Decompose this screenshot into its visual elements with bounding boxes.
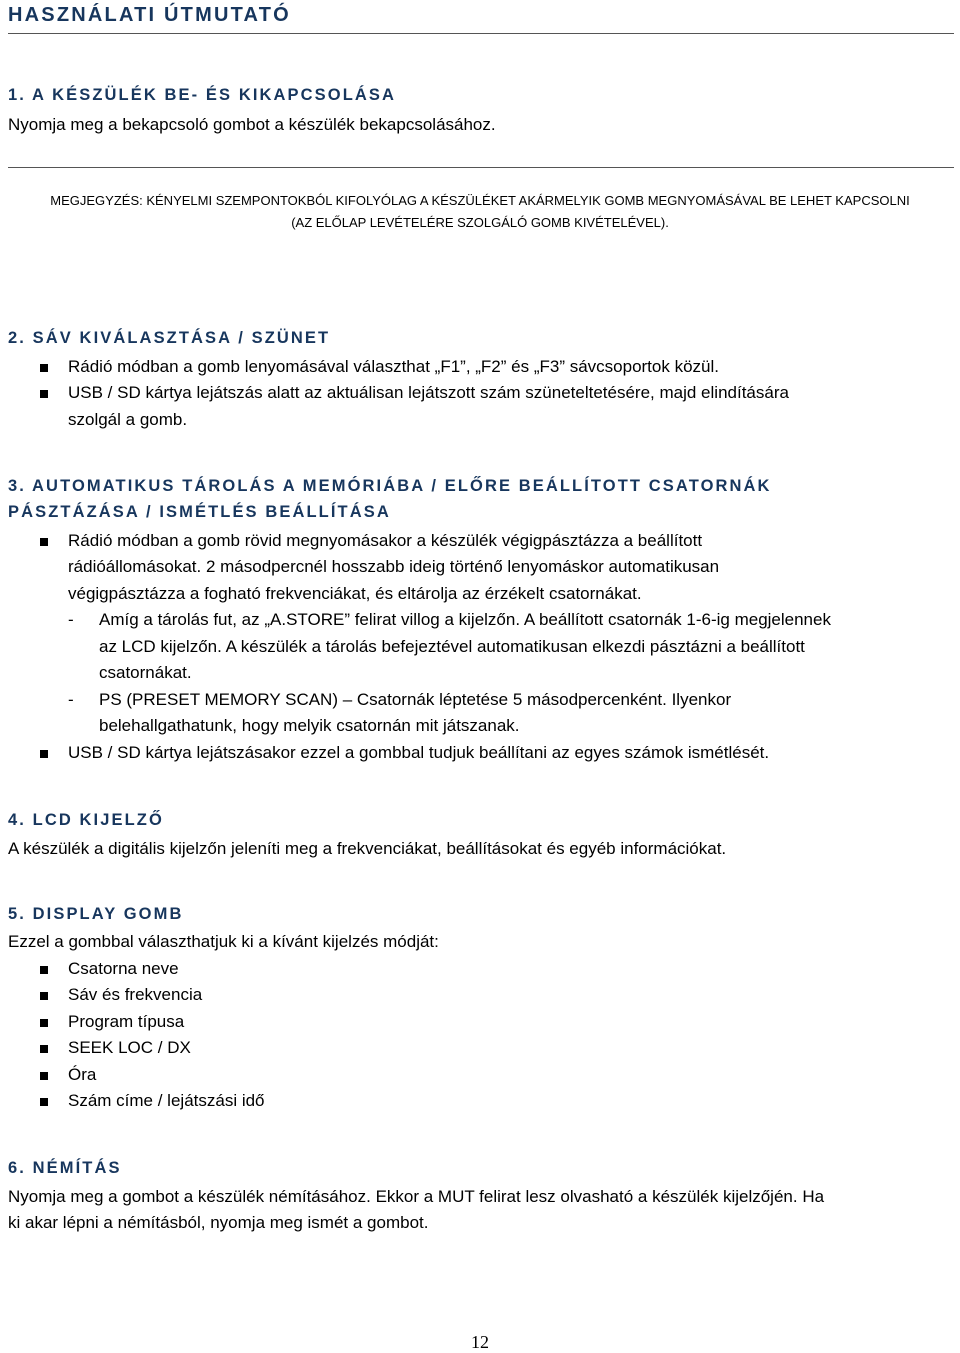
bullet-icon xyxy=(40,1045,48,1053)
section-3-dash-1-line-3: csatornákat. xyxy=(99,663,192,682)
display-mode-item: Csatorna neve xyxy=(68,959,179,978)
section-6-line-1: Nyomja meg a gombot a készülék némításához. Ekkor a MUT felirat lesz olvasható a készülék kijelzőjén. Ha xyxy=(8,1187,825,1206)
bullet-icon xyxy=(40,1019,48,1027)
section-1-heading: 1. A KÉSZÜLÉK BE- ÉS KIKAPCSOLÁSA xyxy=(8,86,397,104)
bullet-icon xyxy=(40,1072,48,1080)
section-3-bullet-1-line-3: végigpásztázza a fogható frekvenciákat, és eltárolja az érzékelt csatornákat. xyxy=(68,584,642,603)
section-1-note-line-2: (AZ ELŐLAP LEVÉTELÉRE SZOLGÁLÓ GOMB KIVÉTELÉVEL). xyxy=(291,215,669,230)
section-2-bullet-2-line-1: USB / SD kártya lejátszás alatt az aktuálisan lejátszott szám szüneteltetésére, majd elindítására xyxy=(68,383,789,402)
bullet-icon xyxy=(40,966,48,974)
display-mode-item: Óra xyxy=(68,1065,97,1084)
section-3-heading-line-1: 3. AUTOMATIKUS TÁROLÁS A MEMÓRIÁBA / ELŐRE BEÁLLÍTOTT CSATORNÁK xyxy=(8,477,772,495)
dash-marker: - xyxy=(68,690,74,709)
section-4-heading: 4. LCD KIJELZŐ xyxy=(8,811,164,829)
section-3-bullet-2: USB / SD kártya lejátszásakor ezzel a gombbal tudjuk beállítani az egyes számok ismétlését. xyxy=(68,743,770,762)
section-4-text: A készülék a digitális kijelzőn jeleníti meg a frekvenciákat, beállításokat és egyéb információkat. xyxy=(8,839,727,858)
display-mode-item: Szám címe / lejátszási idő xyxy=(68,1091,265,1110)
bullet-icon xyxy=(40,1098,48,1106)
section-3-dash-1-line-1: Amíg a tárolás fut, az „A.STORE” felirat villog a kijelzőn. A beállított csatornák 1-6-ig megjelennek xyxy=(99,610,831,629)
bullet-icon xyxy=(40,538,48,546)
title-divider xyxy=(8,33,954,34)
section-5-heading: 5. DISPLAY GOMB xyxy=(8,905,184,923)
section-1-text: Nyomja meg a bekapcsoló gombot a készülék bekapcsolásához. xyxy=(8,115,496,134)
page-number: 12 xyxy=(471,1332,489,1352)
bullet-icon xyxy=(40,364,48,372)
section-3-dash-1-line-2: az LCD kijelzőn. A készülék a tárolás befejeztével automatikusan elkezdi pásztázni a beállított xyxy=(99,637,805,656)
section-3-bullet-1-line-2: rádióállomásokat. 2 másodpercnél hosszabb ideig történő lenyomáskor automatikusan xyxy=(68,557,720,576)
page-title: HASZNÁLATI ÚTMUTATÓ xyxy=(8,4,291,26)
section-3-dash-2-line-2: belehallgathatunk, hogy melyik csatornán mit játszanak. xyxy=(99,716,520,735)
section-6-heading: 6. NÉMÍTÁS xyxy=(8,1159,122,1177)
section-2-heading: 2. SÁV KIVÁLASZTÁSA / SZÜNET xyxy=(8,329,331,347)
section-2-bullet-1: Rádió módban a gomb lenyomásával választhat „F1”, „F2” és „F3” sávcsoportok közül. xyxy=(68,357,719,376)
section-1-note-line-1: MEGJEGYZÉS: KÉNYELMI SZEMPONTOKBÓL KIFOLYÓLAG A KÉSZÜLÉKET AKÁRMELYIK GOMB MEGNYOMÁSÁVAL BE LEHET KAPCSOLNI xyxy=(50,193,910,208)
display-mode-item: SEEK LOC / DX xyxy=(68,1038,191,1057)
section-3-bullet-1-line-1: Rádió módban a gomb rövid megnyomásakor a készülék végigpásztázza a beállított xyxy=(68,531,703,550)
bullet-icon xyxy=(40,992,48,1000)
note-divider xyxy=(8,167,954,168)
display-mode-item: Sáv és frekvencia xyxy=(68,985,203,1004)
bullet-icon xyxy=(40,750,48,758)
section-3-heading-line-2: PÁSZTÁZÁSA / ISMÉTLÉS BEÁLLÍTÁSA xyxy=(8,503,391,521)
section-3-dash-2-line-1: PS (PRESET MEMORY SCAN) – Csatornák léptetése 5 másodpercenként. Ilyenkor xyxy=(99,690,732,709)
display-mode-item: Program típusa xyxy=(68,1012,185,1031)
section-2-bullet-2-line-2: szolgál a gomb. xyxy=(68,410,188,429)
dash-marker: - xyxy=(68,610,74,629)
bullet-icon xyxy=(40,390,48,398)
section-6-line-2: ki akar lépni a némításból, nyomja meg ismét a gombot. xyxy=(8,1213,429,1232)
section-5-text: Ezzel a gombbal választhatjuk ki a kívánt kijelzés módját: xyxy=(8,932,439,951)
